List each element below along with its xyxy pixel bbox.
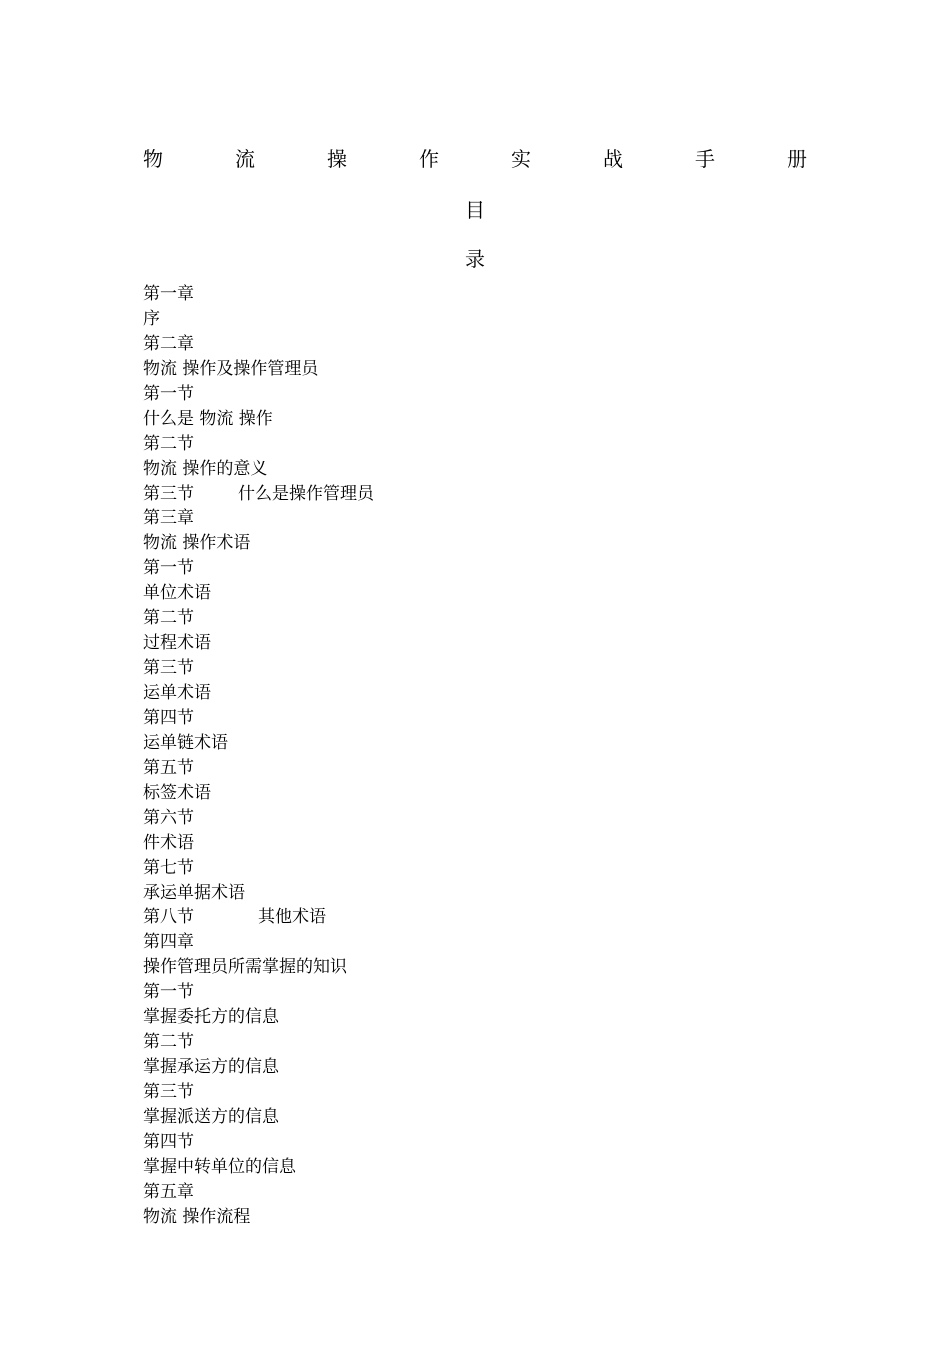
- title-char: 战: [603, 147, 623, 171]
- toc-section-title: 其他术语: [258, 907, 326, 928]
- toc-line: 物流 操作术语: [143, 533, 251, 554]
- toc-line: 第一节: [143, 383, 194, 404]
- toc-line: 第一节: [143, 982, 194, 1003]
- toc-line: 第三节: [143, 1082, 194, 1102]
- toc-line: 承运单据术语: [143, 882, 245, 903]
- toc-line: 掌握派送方的信息: [143, 1106, 279, 1127]
- toc-line: 运单术语: [143, 683, 211, 703]
- toc-line: 标签术语: [143, 782, 211, 803]
- title-char: 手: [695, 147, 715, 171]
- toc-line-combined: [143, 905, 843, 930]
- toc-line: 第三章: [143, 508, 194, 529]
- toc-line: 第二章: [143, 333, 194, 354]
- toc-line: 第一章: [143, 284, 194, 304]
- toc-line: 物流 操作及操作管理员: [143, 358, 319, 379]
- toc-line: 序: [143, 308, 160, 329]
- toc-line: 第二节: [143, 433, 194, 454]
- toc-line: 第五章: [143, 1181, 194, 1202]
- toc-line: 第六节: [143, 807, 194, 828]
- toc-line: 第三节: [143, 658, 194, 679]
- toc-line: 第四节: [143, 1131, 194, 1152]
- toc-line: 掌握中转单位的信息: [143, 1156, 296, 1177]
- toc-line: 第四节: [143, 707, 194, 728]
- title-char: 作: [419, 147, 439, 171]
- toc-line: 第二节: [143, 1032, 194, 1053]
- title-char: 流: [235, 147, 255, 171]
- title-char: 册: [787, 147, 807, 171]
- toc-line: 运单链术语: [143, 732, 228, 753]
- toc-line: 第五节: [143, 757, 194, 778]
- title-char: 物: [143, 147, 163, 171]
- toc-line: 掌握承运方的信息: [143, 1057, 279, 1078]
- toc-line: 物流 操作流程: [143, 1206, 251, 1227]
- toc-section-number: 第八节: [143, 907, 194, 928]
- toc-line: 物流 操作的意义: [143, 458, 268, 479]
- toc-line-combined: [143, 482, 843, 507]
- toc-line: 第二节: [143, 608, 194, 629]
- toc-line: 单位术语: [143, 583, 211, 604]
- table-of-contents: [143, 282, 843, 1230]
- title-char: 操: [327, 147, 347, 171]
- toc-heading-second: 录: [465, 247, 485, 271]
- toc-heading-first: 目: [465, 198, 485, 222]
- toc-line: 过程术语: [143, 633, 211, 654]
- toc-line: 第一节: [143, 558, 194, 579]
- toc-section-number: 第三节: [143, 483, 194, 504]
- toc-line: 件术语: [143, 832, 194, 853]
- toc-line: 掌握委托方的信息: [143, 1007, 279, 1028]
- toc-line: 第七节: [143, 857, 194, 878]
- title-char: 实: [511, 147, 531, 171]
- toc-line: 什么是 物流 操作: [143, 408, 273, 429]
- toc-line: 操作管理员所需掌握的知识: [143, 957, 347, 978]
- toc-section-title: 什么是操作管理员: [238, 483, 374, 504]
- document-title: [143, 145, 807, 173]
- toc-line: 第四章: [143, 932, 194, 953]
